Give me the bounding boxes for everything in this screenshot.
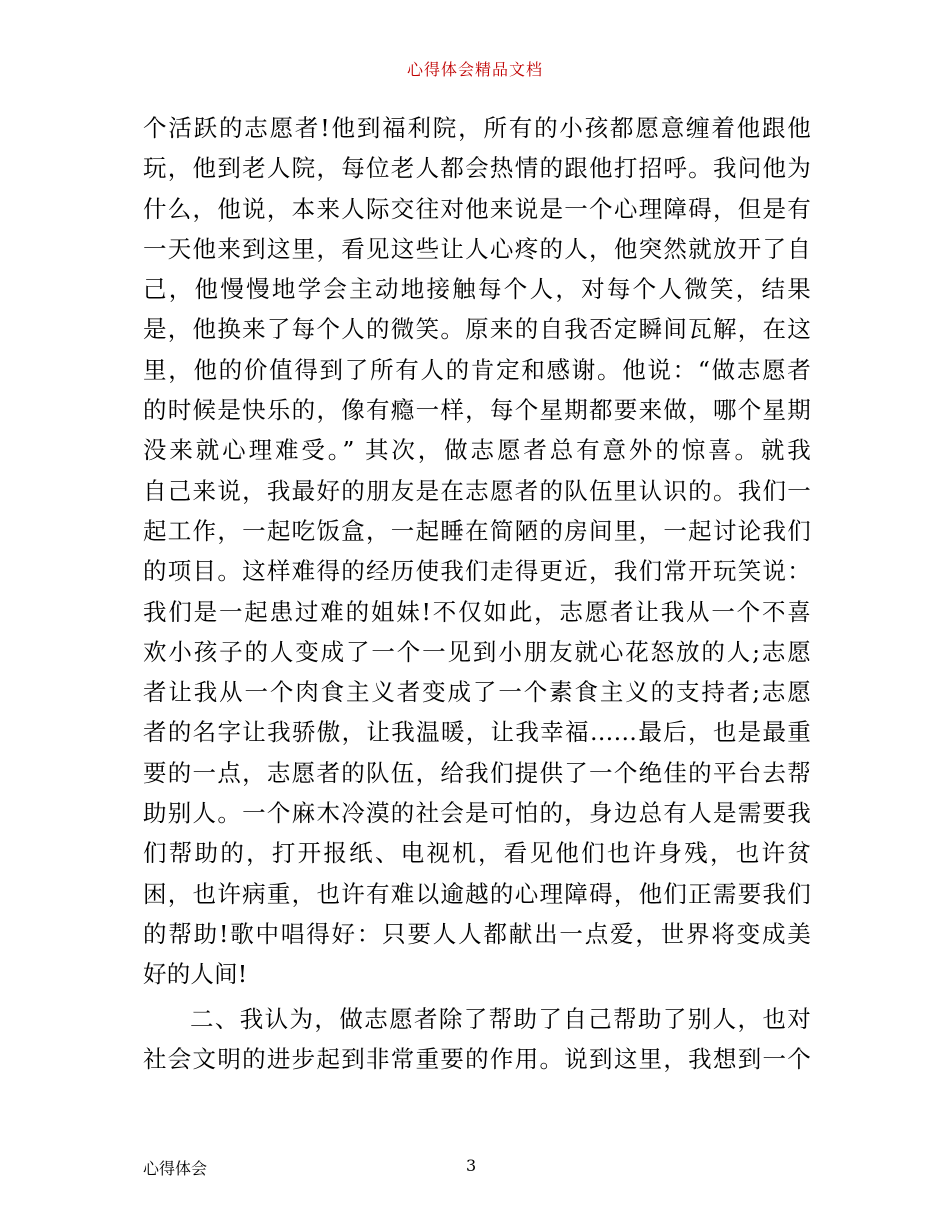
text-line: 要的一点，志愿者的队伍，给我们提供了一个绝佳的平台去帮	[143, 758, 811, 787]
text-line: 者让我从一个肉食主义者变成了一个素食主义的支持者;志愿	[143, 678, 811, 707]
text-line: 玩，他到老人院，每位老人都会热情的跟他打招呼。我问他为	[143, 154, 811, 183]
text-line: 己，他慢慢地学会主动地接触每个人，对每个人微笑，结果	[143, 275, 811, 304]
text-line: 个活跃的志愿者!他到福利院，所有的小孩都愿意缠着他跟他	[143, 114, 811, 142]
text-line: 的时候是快乐的，像有瘾一样，每个星期都要来做，哪个星期	[143, 396, 811, 425]
text-line: 什么，他说，本来人际交往对他来说是一个心理障碍，但是有	[143, 194, 811, 223]
text-line: 我们是一起患过难的姐妹!不仅如此，志愿者让我从一个不喜	[143, 597, 811, 626]
text-line: 者的名字让我骄傲，让我温暖，让我幸福……最后，也是最重	[143, 718, 811, 747]
text-line: 里，他的价值得到了所有人的肯定和感谢。他说：“做志愿者	[143, 355, 811, 384]
footer-label: 心得体会	[143, 1159, 208, 1178]
text-line: 起工作，一起吃饭盒，一起睡在简陋的房间里，一起讨论我们	[143, 516, 811, 545]
paragraph-1	[143, 108, 811, 995]
text-line: 自己来说，我最好的朋友是在志愿者的队伍里认识的。我们一	[143, 476, 811, 505]
page-header-title: 心得体会精品文档	[406, 60, 543, 79]
text-line: 没来就心理难受。” 其次，做志愿者总有意外的惊喜。就我	[143, 436, 811, 465]
document-body	[143, 108, 811, 1079]
text-line: 们帮助的，打开报纸、电视机，看见他们也许身残，也许贫	[143, 839, 811, 868]
text-line: 好的人间!	[143, 960, 248, 989]
text-line: 一天他来到这里，看见这些让人心疼的人，他突然就放开了自	[143, 234, 811, 263]
paragraph-2	[143, 999, 811, 1080]
text-line: 欢小孩子的人变成了一个一见到小朋友就心花怒放的人;志愿	[143, 637, 811, 666]
text-line: 助别人。一个麻木冷漠的社会是可怕的，身边总有人是需要我	[143, 799, 811, 828]
text-line: 是，他换来了每个人的微笑。原来的自我否定瞬间瓦解，在这	[143, 315, 811, 344]
text-line: 困，也许病重，也许有难以逾越的心理障碍，他们正需要我们	[143, 879, 811, 908]
text-line: 二、我认为，做志愿者除了帮助了自己帮助了别人，也对	[190, 1004, 811, 1033]
page-number: 3	[466, 1156, 477, 1175]
text-line: 社会文明的进步起到非常重要的作用。说到这里，我想到一个	[143, 1044, 811, 1073]
text-line: 的项目。这样难得的经历使我们走得更近，我们常开玩笑说：	[143, 557, 811, 586]
text-line: 的帮助!歌中唱得好：只要人人都献出一点爱，世界将变成美	[143, 919, 811, 948]
